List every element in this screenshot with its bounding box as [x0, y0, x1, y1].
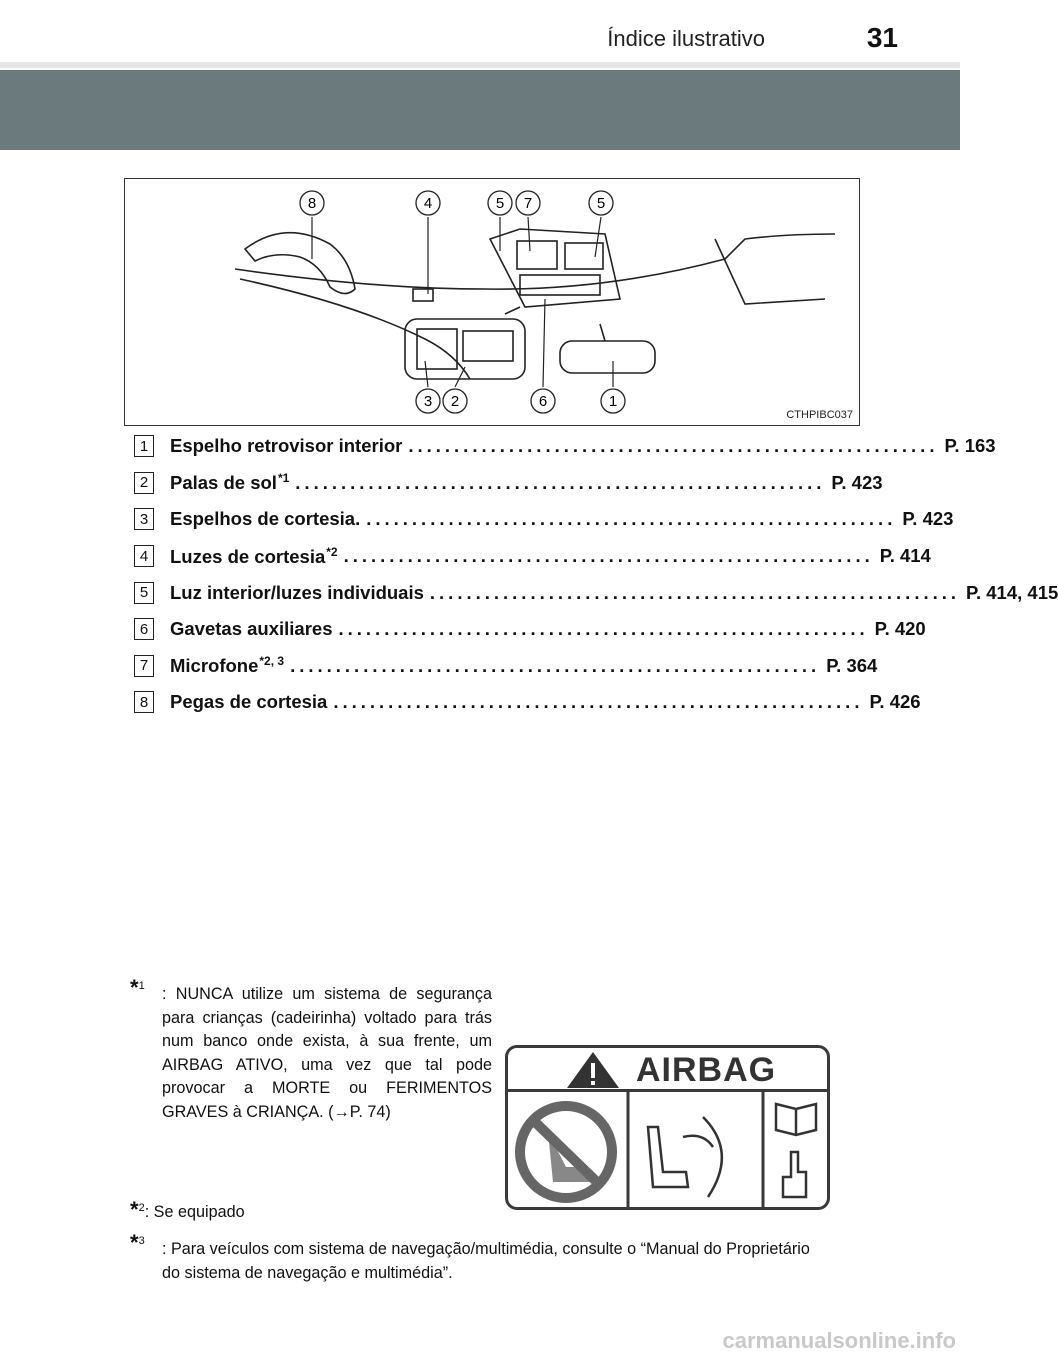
item-label: Gavetas auxiliares: [170, 618, 333, 640]
list-item[interactable]: [134, 648, 878, 685]
item-label: Luzes de cortesia$^{*2}$: [170, 544, 338, 567]
footnote-text: : NUNCA utilize um sistema de segurança para crianças (cadeirinha) voltado para trás num banco onde exista, à sua frente, um AIRBAG ATIVO, uma vez que tal pode provocar a MORTE ou FERIMENTOS GRAVES à CRIANÇA. (→P. 74): [162, 985, 492, 1121]
footnote-2: [130, 1197, 245, 1225]
item-label: Pegas de cortesia: [170, 691, 328, 713]
page-number: 31: [866, 22, 898, 53]
no-child-seat-icon: [520, 1106, 612, 1198]
list-item[interactable]: [134, 684, 921, 721]
seat-airbag-icon: [648, 1117, 722, 1197]
footnote-1: [130, 975, 500, 1175]
asterisk-icon: *: [130, 975, 139, 1000]
asterisk-icon: *: [130, 1197, 139, 1222]
list-item[interactable]: [134, 538, 931, 575]
leader-dots: ..........................................................: [338, 618, 869, 640]
item-label: Palas de sol$^{*1}$: [170, 471, 290, 494]
item-label: Luz interior/luzes individuais: [170, 581, 424, 603]
leader-dots: ..........................................................: [408, 435, 939, 457]
footnote-ref: *2: [326, 544, 338, 559]
footnote-mark: 1: [138, 980, 145, 992]
section-title: Índice ilustrativo: [607, 26, 765, 51]
item-label: Espelhos de cortesia.: [170, 508, 361, 530]
callout-bottom: 3: [423, 393, 433, 410]
item-number: 5: [134, 582, 154, 604]
list-item[interactable]: [134, 428, 996, 465]
item-page-ref[interactable]: P. 423: [902, 508, 954, 530]
callout-top: 5: [596, 195, 606, 212]
index-list: [134, 428, 1058, 721]
item-number: 7: [134, 655, 154, 677]
airbag-warning-label: [505, 1045, 830, 1210]
item-page-ref[interactable]: P. 426: [869, 691, 921, 713]
footnote-mark: 2: [138, 1202, 145, 1214]
leader-dots: ..........................................................: [343, 545, 874, 567]
airbag-label-header: [508, 1048, 827, 1092]
manual-read-icon: [776, 1104, 816, 1197]
item-page-ref[interactable]: P. 420: [874, 618, 926, 640]
leader-dots: ..........................................................: [333, 691, 864, 713]
item-number: 1: [134, 435, 154, 457]
footnote-text: : Para veículos com sistema de navegação/multimédia, consulte o “Manual do Proprietário do sistema de navegação e multimédia”.: [162, 1240, 810, 1282]
airbag-pictograms: [508, 1092, 833, 1210]
list-item[interactable]: [134, 465, 883, 502]
roof-interior-drawing: [125, 179, 861, 427]
list-item[interactable]: [134, 574, 1058, 611]
footnote-mark: 3: [138, 1235, 145, 1247]
item-page-ref[interactable]: P. 414: [879, 545, 931, 567]
callout-top: 5: [495, 195, 505, 212]
leader-dots: ..........................................................: [290, 654, 821, 676]
callout-top: 8: [307, 195, 317, 212]
item-page-ref[interactable]: P. 163: [944, 435, 996, 457]
leader-dots: ..........................................................: [366, 508, 897, 530]
leader-dots: ..........................................................: [429, 581, 961, 603]
item-page-ref[interactable]: P. 364: [826, 654, 878, 676]
asterisk-icon: *: [130, 1230, 139, 1255]
section-band: [0, 70, 960, 150]
item-number: 2: [134, 472, 154, 494]
callout-bottom: 6: [538, 393, 548, 410]
item-number: 3: [134, 508, 154, 530]
item-label: Microfone$^{*2, 3}$: [170, 654, 285, 677]
footnote-ref: *1: [277, 471, 290, 486]
callout-top: 4: [423, 195, 433, 212]
footnote-text: : Se equipado: [144, 1203, 245, 1221]
warning-triangle-icon: [563, 1050, 623, 1090]
footnote-3: [130, 1230, 830, 1282]
callout-top: 7: [523, 195, 533, 212]
leader-dots: ..........................................................: [295, 471, 826, 493]
footnote-ref: *2, 3: [259, 654, 285, 669]
item-page-ref[interactable]: P. 414, 415: [966, 581, 1058, 603]
callout-bottom: 1: [608, 393, 618, 410]
airbag-label-title: AIRBAG: [636, 1051, 777, 1089]
interior-illustration: [124, 178, 860, 426]
item-number: 8: [134, 691, 154, 713]
item-page-ref[interactable]: P. 423: [831, 471, 883, 493]
figure-code: CTHPIBC037: [786, 409, 853, 421]
page-header: [0, 0, 960, 68]
item-label: Espelho retrovisor interior: [170, 435, 403, 457]
item-number: 4: [134, 545, 154, 567]
item-number: 6: [134, 618, 154, 640]
list-item[interactable]: [134, 611, 926, 648]
watermark: carmanualsonline.info: [722, 1328, 956, 1353]
callout-bottom: 2: [450, 393, 460, 410]
list-item[interactable]: [134, 501, 954, 538]
